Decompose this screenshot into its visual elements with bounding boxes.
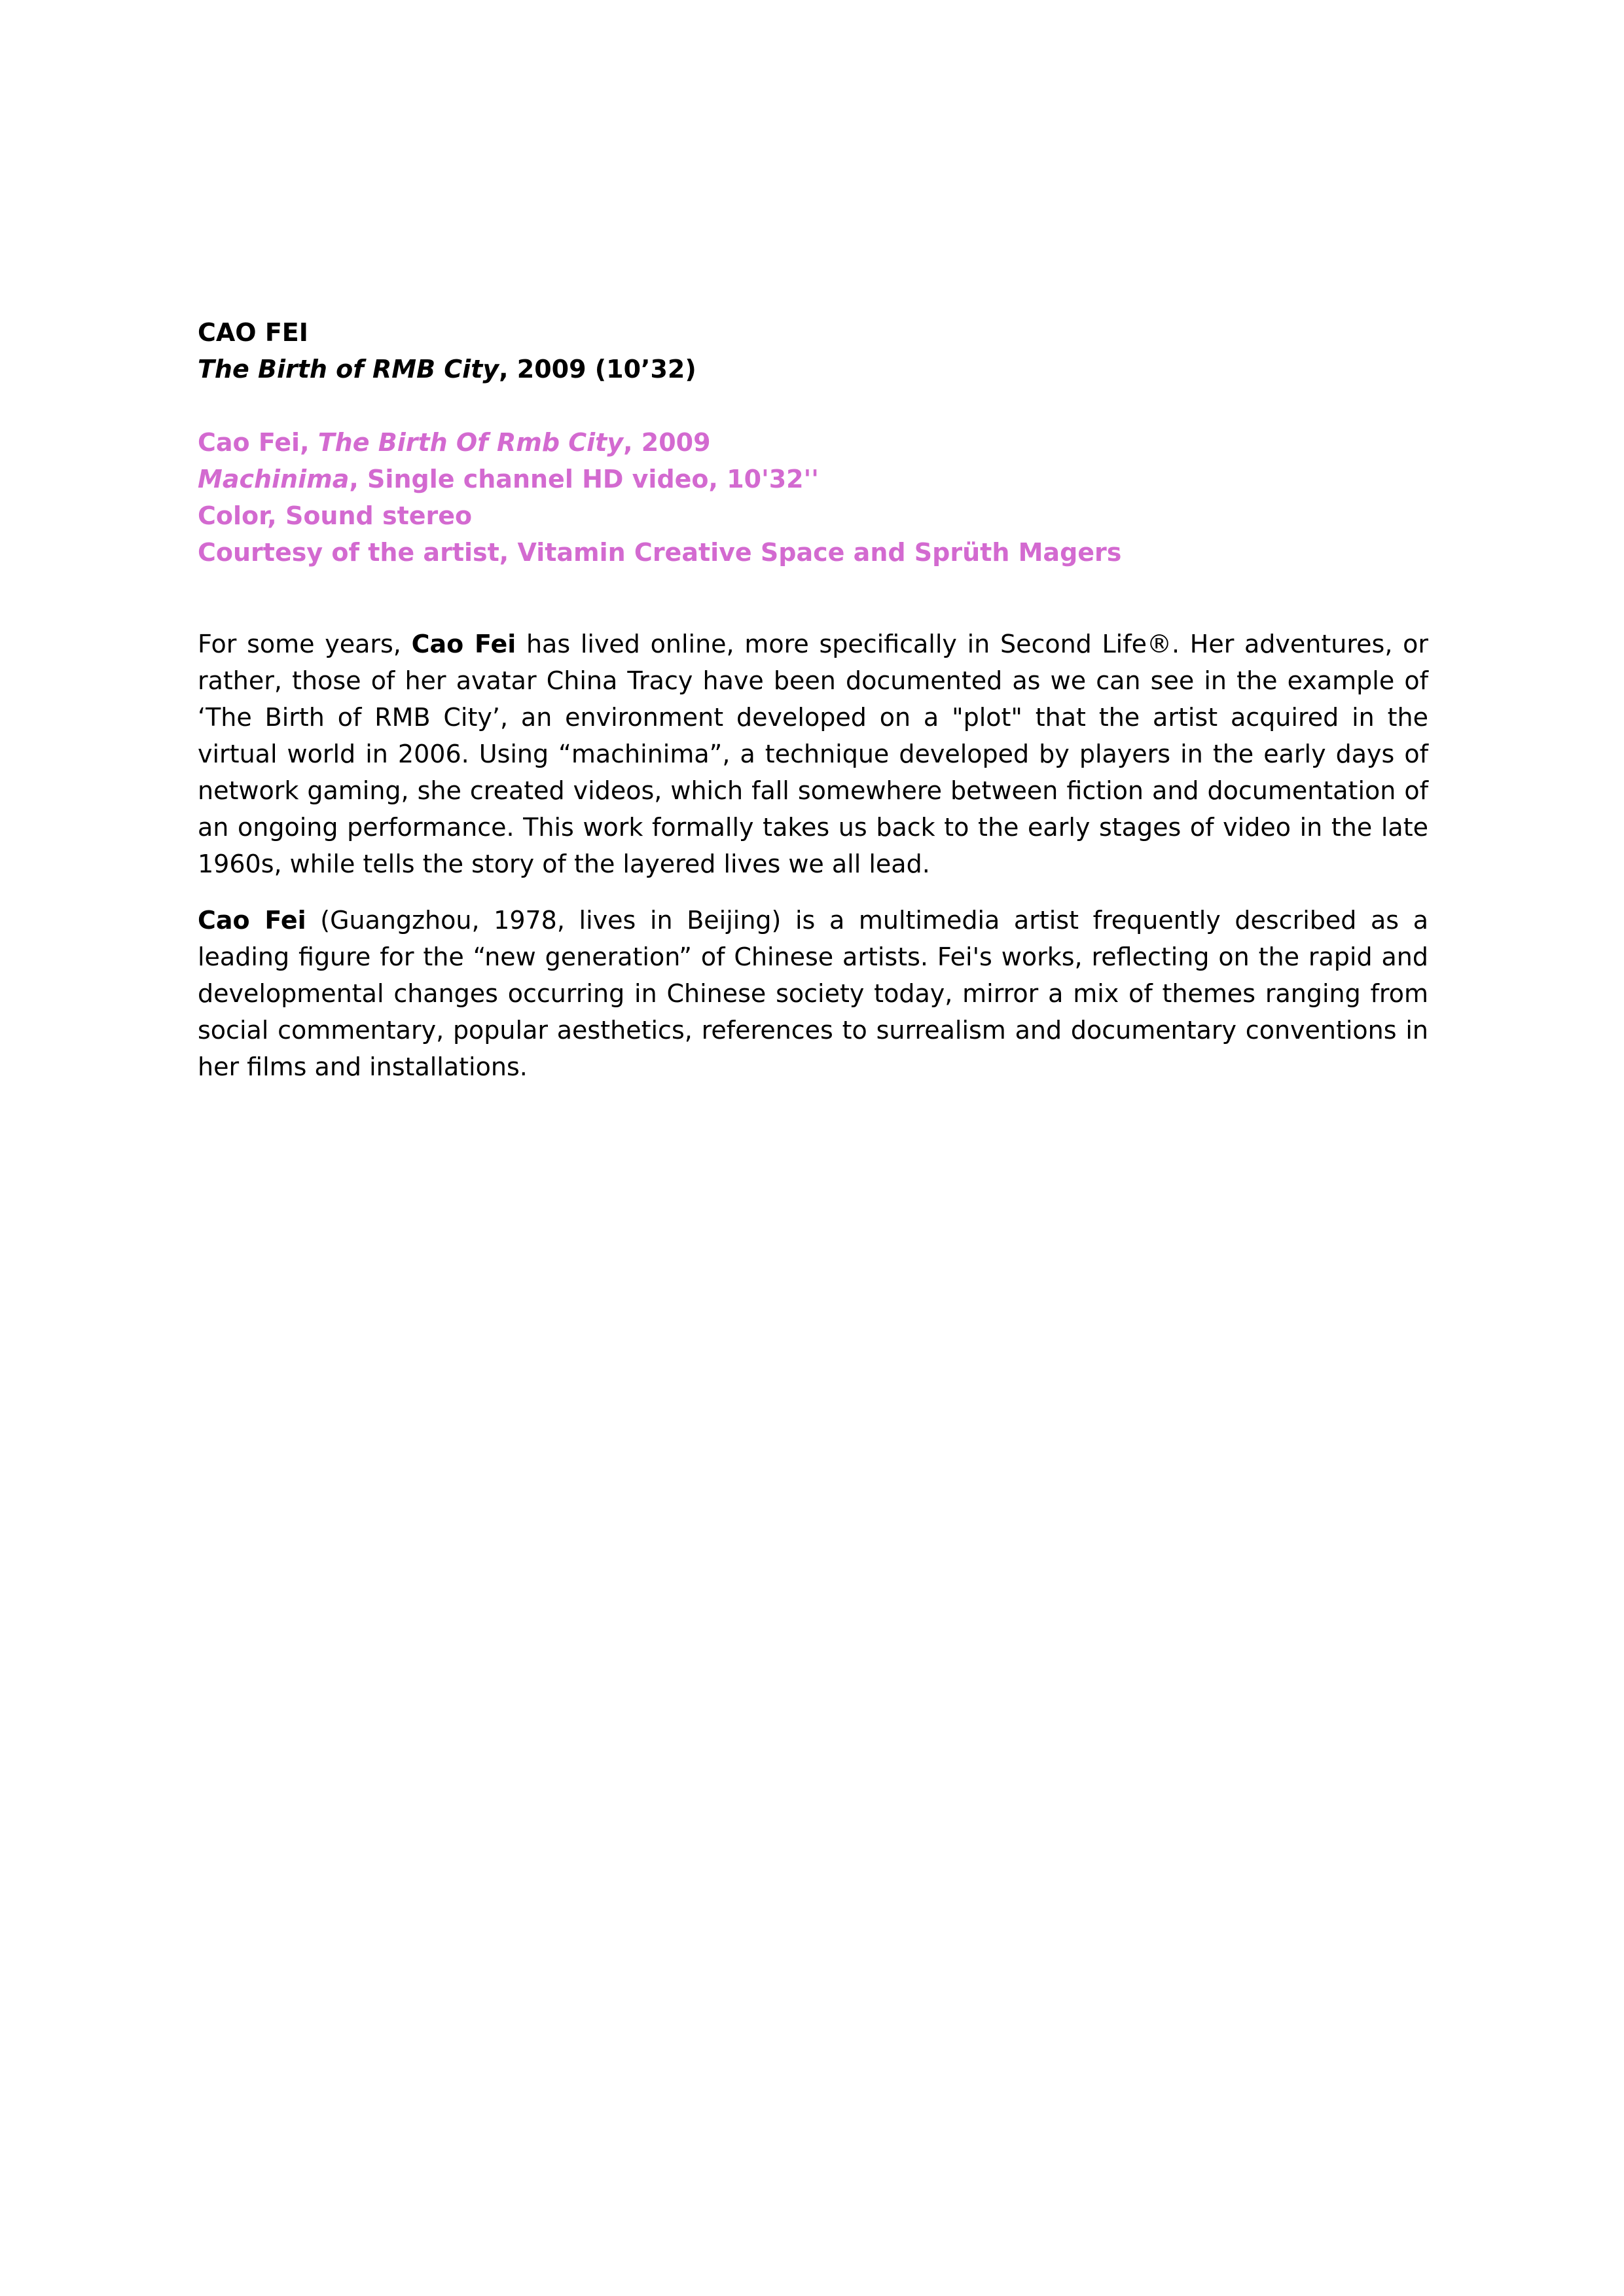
credit-line-medium bbox=[198, 461, 1428, 497]
credit-line-courtesy: Courtesy of the artist, Vitamin Creative Space and Sprüth Magers bbox=[198, 538, 1122, 567]
credit-line-title bbox=[198, 424, 1428, 461]
credits-block bbox=[198, 424, 1428, 571]
work-title-line bbox=[198, 351, 1428, 387]
credit-line-color-sound: Color, Sound stereo bbox=[198, 501, 473, 530]
paragraph-bio-artist-name: Cao Fei bbox=[198, 906, 306, 935]
credit-format: , Single channel HD video, 10'32'' bbox=[349, 465, 819, 493]
body-text bbox=[198, 626, 1428, 1085]
paragraph-intro-artist-name: Cao Fei bbox=[411, 630, 516, 658]
paragraph-intro bbox=[198, 626, 1428, 882]
credit-title: The Birth Of Rmb City bbox=[317, 428, 624, 457]
credit-artist: Cao Fei, bbox=[198, 428, 318, 457]
paragraph-bio bbox=[198, 902, 1428, 1085]
work-meta: , 2009 (10’32) bbox=[499, 355, 696, 384]
paragraph-intro-lead: For some years, bbox=[198, 630, 412, 658]
credit-year: , 2009 bbox=[623, 428, 711, 457]
page-content bbox=[198, 314, 1428, 1085]
artist-name: CAO FEI bbox=[198, 318, 308, 347]
credit-medium: Machinima bbox=[198, 465, 350, 493]
work-title: The Birth of RMB City bbox=[198, 355, 499, 384]
paragraph-intro-text: has lived online, more specifically in Second Life®. Her adventures, or rather, those of her avatar China Tracy have been documented as we can see in the example of ‘The Birth of RMB City’, an environment developed on a "plot" that the artist acquired in the virtual world in 2006. Using “machinima”, a technique developed by players in the early days of network gaming, she created videos, which fall somewhere between fiction and documentation of an ongoing performance. This work formally takes us back to the early stages of video in the late 1960s, while tells the story of the layered lives we all lead. bbox=[198, 630, 1428, 878]
paragraph-bio-text: (Guangzhou, 1978, lives in Beijing) is a multimedia artist frequently described as a leading figure for the “new generation” of Chinese artists. Fei's works, reflecting on the rapid and developmental changes occurring in Chinese society today, mirror a mix of themes ranging from social commentary, popular aesthetics, references to surrealism and documentary conventions in her films and installations. bbox=[198, 906, 1428, 1081]
